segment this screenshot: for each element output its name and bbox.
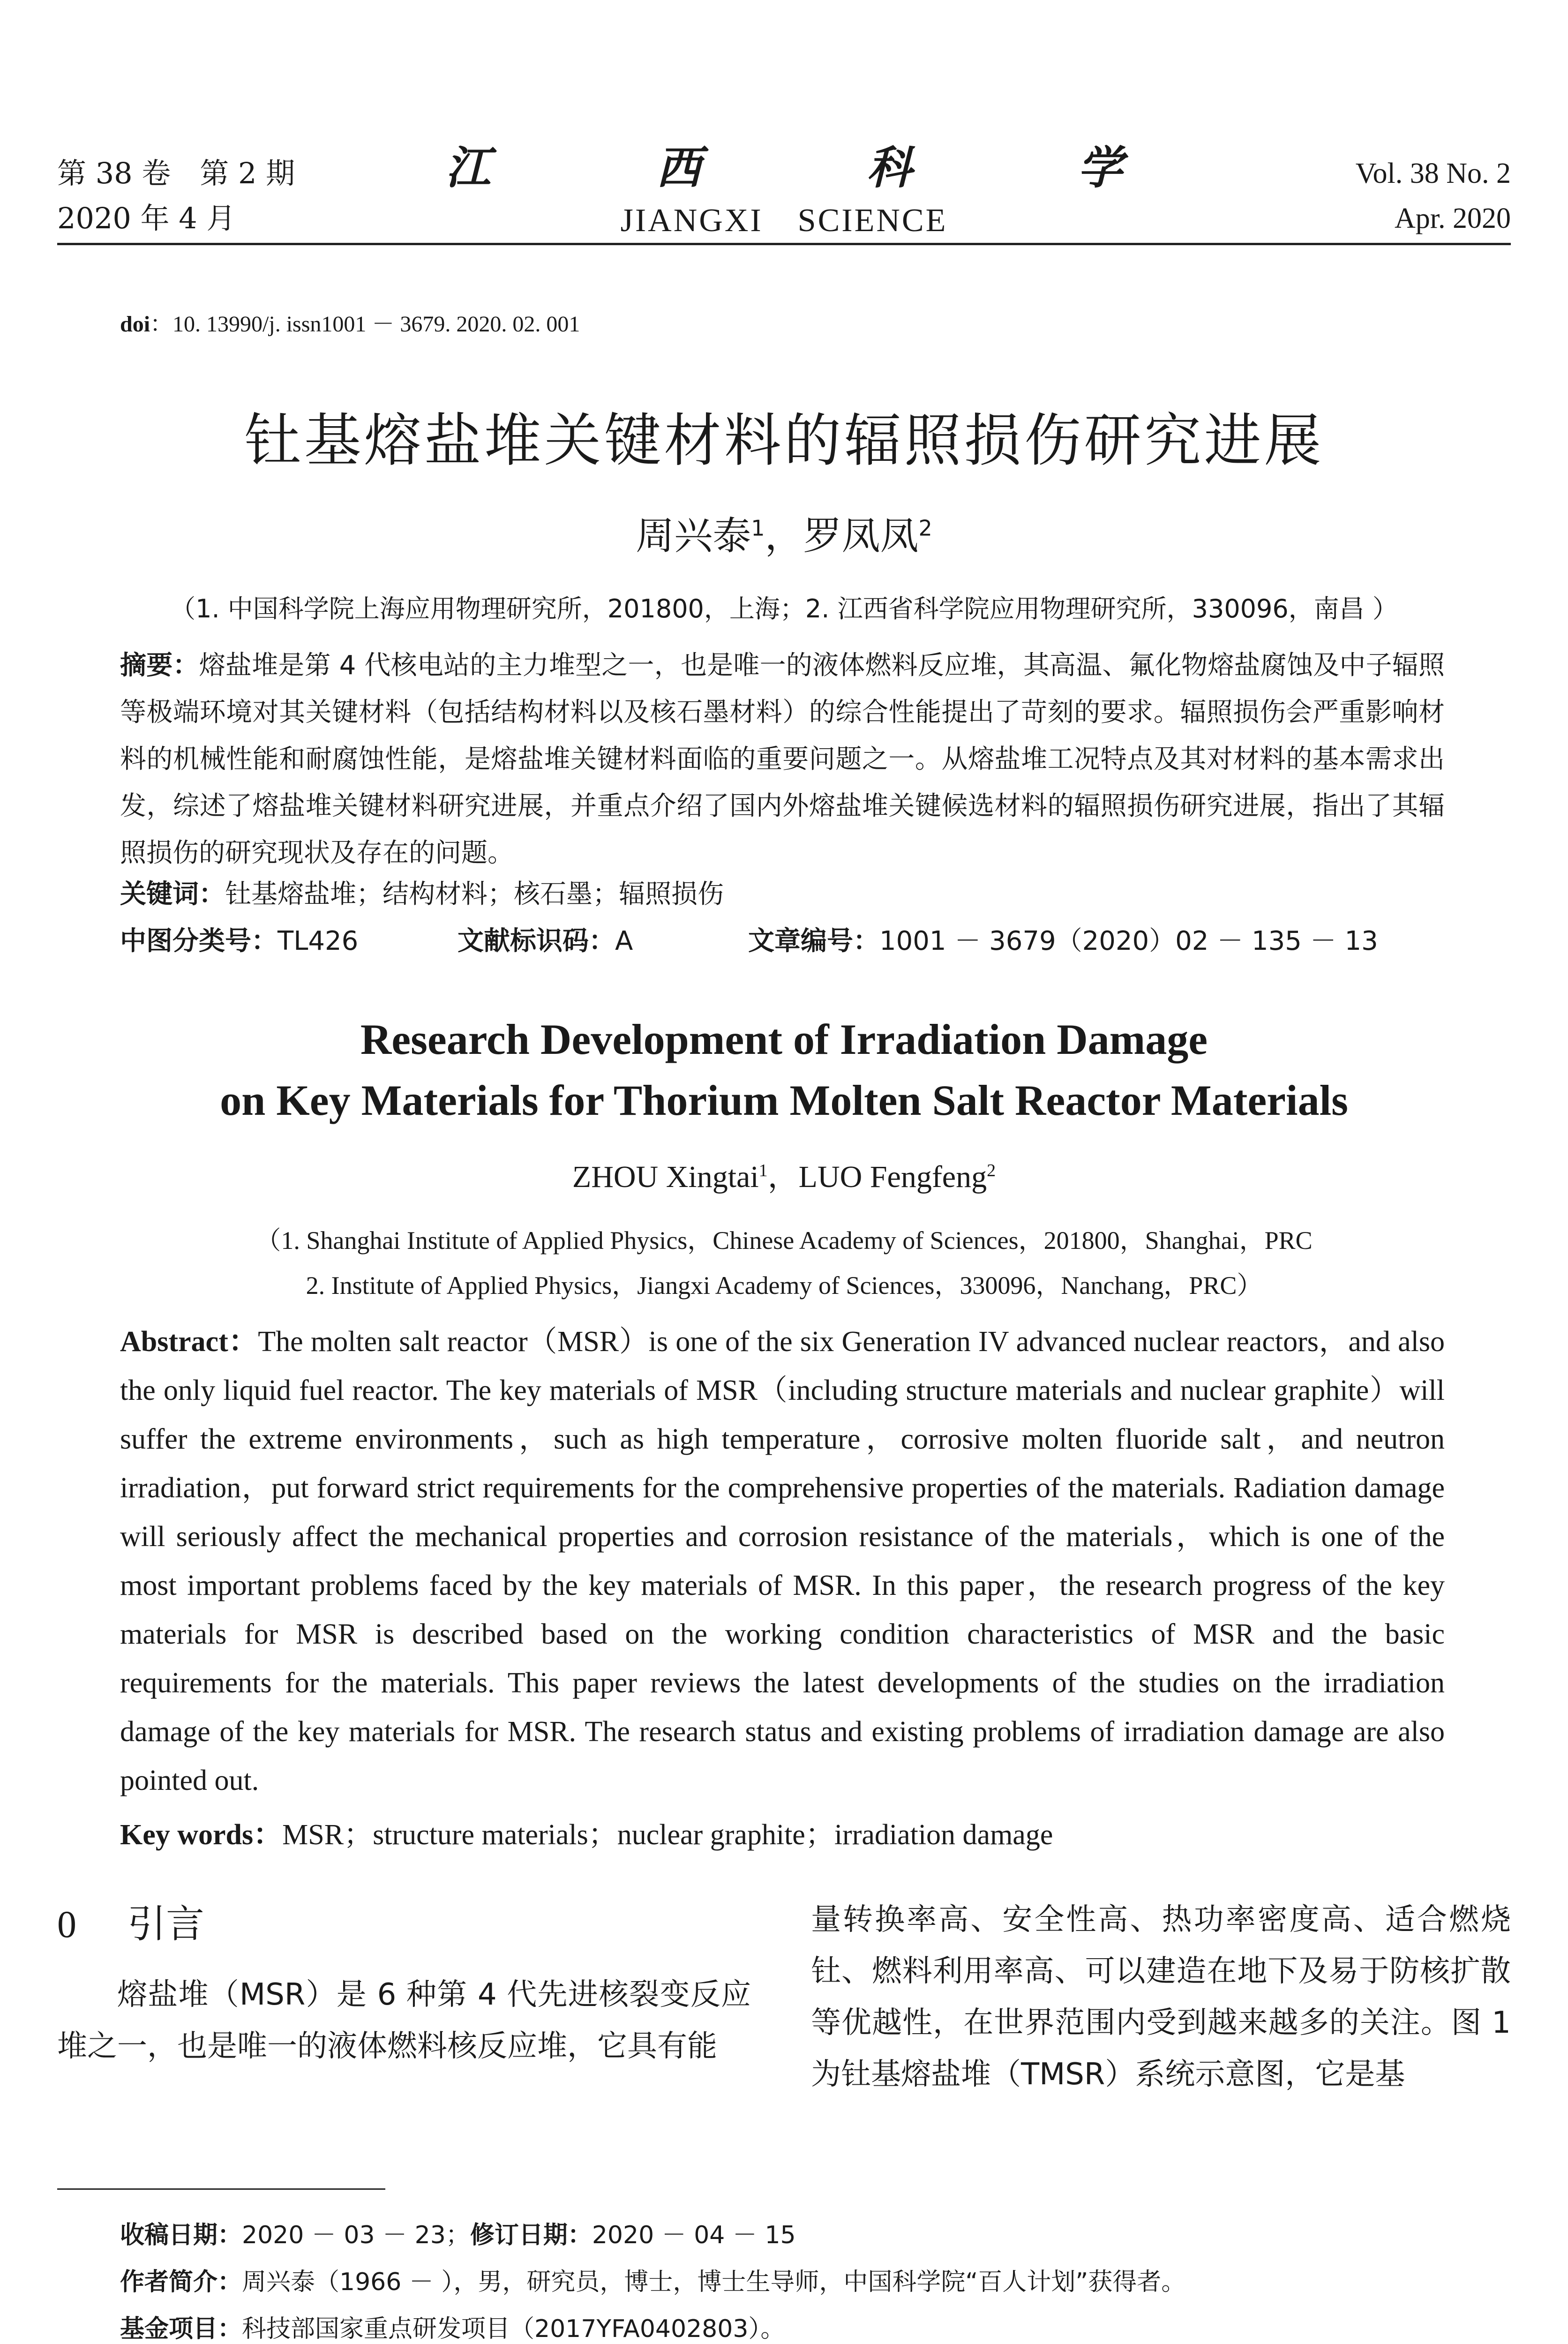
author-separator: ， <box>765 514 803 558</box>
revised-date: 2020 － 04 － 15 <box>592 2221 796 2249</box>
footnotes <box>120 2212 1479 2344</box>
affiliation-en <box>0 1218 1568 1308</box>
title-en-line-1: Research Development of Irradiation Damage <box>360 1015 1208 1063</box>
classification-line <box>120 918 1445 965</box>
body-column-left <box>57 1894 751 2072</box>
keywords-cn <box>120 871 1445 918</box>
abstract-en-text: The molten salt reactor（MSR）is one of the six Generation IV advanced nuclear reactors，and also the only liquid fuel reactor. The key materials of MSR（including structure materials and nuclear graphite）will suffer the extreme environments，such as high temperature，corrosive molten fluoride salt，and neutron irradiation，put forward strict requirements for the comprehensive properties of the materials. Radiation damage will seriously affect the mechanical properties and corrosion resistance of the materials，which is one of the most important problems faced by the key materials of MSR. In this paper，the research progress of the key materials for MSR is described based on the working condition characteristics of MSR and the basic requirements for the materials. This paper reviews the latest developments of the studies on the irradiation damage of the key materials for MSR. The research status and existing problems of irradiation damage are also pointed out. <box>120 1326 1445 1796</box>
body-column-right: 量转换率高、安全性高、热功率密度高、适合燃烧钍、燃料利用率高、可以建造在地下及易于防核扩散等优越性，在世界范围内受到越来越多的关注。图 1 为钍基熔盐堆（TMSR）系统示意图，它是基 <box>811 1902 1511 2092</box>
bio-label: 作者简介： <box>120 2268 242 2296</box>
affiliation-en-line-1: （1. Shanghai Institute of Applied Physics，Chinese Academy of Sciences，201800，Shanghai，PRC <box>255 1226 1313 1255</box>
author-2-en: LUO Fengfeng <box>798 1160 987 1194</box>
article-number-label: 文章编号： <box>748 926 879 956</box>
body-paragraph-left: 熔盐堆（MSR）是 6 种第 4 代先进核裂变反应堆之一，也是唯一的液体燃料核反应堆，它具有能 <box>57 1977 751 2064</box>
revised-label: 修订日期： <box>470 2221 592 2249</box>
affiliation-en-line-2: 2. Institute of Applied Physics，Jiangxi Academy of Sciences，330096，Nanchang，PRC） <box>306 1271 1262 1300</box>
footnote-rule <box>57 2188 385 2190</box>
author-1-cn: 周兴泰 <box>636 514 751 558</box>
journal-name-en: JIANGXI SCIENCE <box>620 203 948 239</box>
doc-code-label: 文献标识码： <box>458 926 615 956</box>
author-en-separator: ， <box>767 1160 799 1194</box>
received-date: 2020 － 03 － 23； <box>242 2221 470 2249</box>
footnote-funding <box>120 2306 1479 2344</box>
bio-text: 周兴泰（1966 － ），男，研究员，博士，博士生导师，中国科学院“百人计划”获得者。 <box>242 2268 1186 2296</box>
doi-value: ：10. 13990/j. issn1001 － 3679. 2020. 02. 001 <box>150 312 580 337</box>
doc-code-value: A <box>615 926 633 956</box>
abstract-en <box>120 1317 1445 1805</box>
keywords-cn-text: 钍基熔盐堆；结构材料；核石墨；辐照损伤 <box>225 879 724 909</box>
authors-en <box>0 1151 1568 1196</box>
keywords-en-label: Key words： <box>120 1819 283 1851</box>
doi-line <box>120 306 580 338</box>
keywords-en-text: MSR；structure materials；nuclear graphite；irradiation damage <box>282 1819 1053 1851</box>
keywords-cn-label: 关键词： <box>120 879 225 909</box>
abstract-cn <box>120 642 1445 877</box>
authors-cn <box>0 505 1568 560</box>
article-title-cn: 钍基熔盐堆关键材料的辐照损伤研究进展 <box>244 407 1324 474</box>
clc-number <box>120 918 458 965</box>
funding-label: 基金项目： <box>120 2315 242 2343</box>
keywords-en <box>120 1811 1445 1859</box>
article-number <box>748 918 1378 965</box>
abstract-cn-text: 熔盐堆是第 4 代核电站的主力堆型之一，也是唯一的液体燃料反应堆，其高温、氟化物熔盐腐蚀及中子辐照等极端环境对其关键材料（包括结构材料以及核石墨材料）的综合性能提出了苛刻的要求。辐照损伤会严重影响材料的机械性能和耐腐蚀性能，是熔盐堆关键材料面临的重要问题之一。从熔盐堆工况特点及其对材料的基本需求出发，综述了熔盐堆关键材料研究进展，并重点介绍了国内外熔盐堆关键候选材料的辐照损伤研究进展，指出了其辐照损伤的研究现状及存在的问题。 <box>120 650 1445 868</box>
article-number-value: 1001 － 3679（2020）02 － 135 － 13 <box>879 926 1378 956</box>
funding-text: 科技部国家重点研发项目（2017YFA0402803）。 <box>242 2315 785 2343</box>
author-2-cn: 罗凤凤 <box>803 514 919 558</box>
section-title: 引言 <box>128 1902 205 1946</box>
author-1-en-affil-mark: 1 <box>758 1161 768 1180</box>
journal-name <box>0 140 1568 242</box>
article-title-en <box>0 1009 1568 1131</box>
author-1-affil-mark: 1 <box>751 515 765 541</box>
footnote-author-bio <box>120 2259 1479 2306</box>
journal-name-cn: 江 西 科 学 <box>445 141 1198 194</box>
issue-date-en: Apr. 2020 <box>1395 203 1511 234</box>
section-heading <box>57 1894 751 1955</box>
abstract-en-label: Abstract： <box>120 1326 258 1358</box>
masthead-rule <box>57 243 1511 245</box>
affiliation-cn: （1. 中国科学院上海应用物理研究所，201800，上海；2. 江西省科学院应用物理研究所，330096，南昌 ） <box>170 594 1398 624</box>
author-2-affil-mark: 2 <box>918 515 932 541</box>
issue-date-cn: 2020 年 4 月 <box>57 201 236 235</box>
issue-number: 第 38 卷 第 2 期 <box>57 156 295 190</box>
volume-number: Vol. 38 No. 2 <box>1355 158 1511 189</box>
author-2-en-affil-mark: 2 <box>987 1161 996 1180</box>
document-code <box>458 918 748 965</box>
clc-value: TL426 <box>278 926 359 956</box>
section-number: 0 <box>57 1903 76 1946</box>
clc-label: 中图分类号： <box>120 926 278 956</box>
footnote-dates <box>120 2212 1479 2259</box>
author-1-en: ZHOU Xingtai <box>572 1160 759 1194</box>
abstract-cn-label: 摘要： <box>120 650 199 681</box>
doi-label: doi <box>120 312 150 337</box>
received-label: 收稿日期： <box>120 2221 242 2249</box>
masthead-right <box>1356 151 1511 241</box>
title-en-line-2: on Key Materials for Thorium Molten Salt Reactor Materials <box>220 1076 1348 1124</box>
